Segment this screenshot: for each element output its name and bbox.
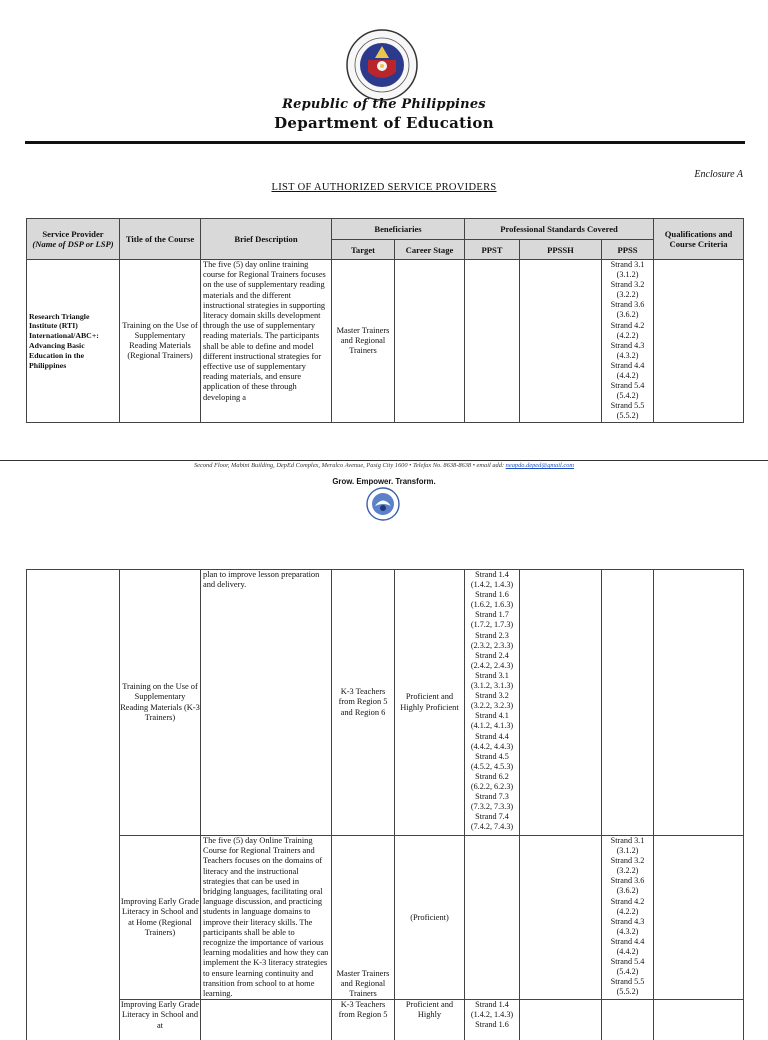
career-stage-cell: (Proficient) [395, 836, 465, 1000]
title-cell: Training on the Use of Supplementary Reading Materials (K-3 Trainers) [120, 570, 201, 836]
ppss-cell [602, 1000, 654, 1040]
footer-tagline: Grow. Empower. Transform. [332, 477, 436, 486]
header-standards: Professional Standards Covered [465, 219, 654, 240]
provider-cell: Research Triangle Institute (RTI) International/ABC+: Advancing Basic Education in the Philippines [27, 260, 120, 423]
ppst-cell [465, 260, 520, 423]
table-row [27, 570, 744, 836]
deped-seal-logo [345, 28, 419, 102]
qualifications-cell [654, 260, 744, 423]
career-stage-cell: Proficient and Highly Proficient [395, 570, 465, 836]
table-row [27, 260, 744, 423]
providers-table-page2 [26, 569, 744, 1040]
document-title: LIST OF AUTHORIZED SERVICE PROVIDERS [271, 182, 497, 193]
target-cell: Master Trainers and Regional Trainers [332, 260, 395, 423]
header-rule [25, 141, 745, 144]
header-career-stage: Career Stage [395, 240, 465, 260]
title-cell: Improving Early Grade Literacy in School and at Home (Regional Trainers) [120, 836, 201, 1000]
header-service-provider: Service Provider (Name of DSP or LSP) [27, 219, 120, 260]
republic-heading: Republic of the Philippines [282, 97, 486, 112]
description-cell: plan to improve lesson preparation and delivery. [201, 570, 332, 836]
target-cell: K-3 Teachers from Region 5 and Region 6 [332, 570, 395, 836]
description-cell: The five (5) day online training course for Regional Trainers focuses on the use of supplementary reading materials and the different instructional strategies in supporting literacy domain skills development through the use of supplementary reading materials. The participants shall be able to define and model different instructional strategies for effective use of supplementary reading materials, and ensure application of these through developing a [201, 260, 332, 423]
career-stage-cell [395, 260, 465, 423]
table-row [27, 1000, 744, 1040]
header-title: Title of the Course [120, 219, 201, 260]
header-ppst: PPST [465, 240, 520, 260]
ppst-cell: Strand 1.4 (1.4.2, 1.4.3) Strand 1.6 (1.6.2, 1.6.3) Strand 1.7 (1.7.2, 1.7.3) Strand 2.3 (2.3.2, 2.3.3) Strand 2.4 (2.4.2, 2.4.3) Strand 3.1 (3.1.2, 3.1.3) Strand 3.2 (3.2.2, 3.2.3) Strand 4.1 (4.1.2, 4.1.3) Strand 4.4 (4.4.2, 4.4.3) Strand 4.5 (4.5.2, 4.5.3) Strand 6.2 (6.2.2, 6.2.3) Strand 7.3 (7.3.2, 7.3.3) Strand 7.4 (7.4.2, 7.4.3) [465, 570, 520, 836]
ppssh-cell [520, 1000, 602, 1040]
footer-address: Second Floor, Mabini Building, DepEd Complex, Meralco Avenue, Pasig City 1600 • Telefax No. 8638-8638 • email add: neapdo.deped@gmail.com [193, 462, 575, 469]
career-stage-cell: Proficient and Highly [395, 1000, 465, 1040]
ppss-cell: Strand 3.1 (3.1.2) Strand 3.2 (3.2.2) Strand 3.6 (3.6.2) Strand 4.2 (4.2.2) Strand 4.3 (4.3.2) Strand 4.4 (4.4.2) Strand 5.4 (5.4.2) Strand 5.5 (5.5.2) [602, 260, 654, 423]
description-cell [201, 1000, 332, 1040]
enclosure-label: Enclosure A [694, 169, 743, 180]
ppssh-cell [520, 260, 602, 423]
ppst-cell: Strand 1.4 (1.4.2, 1.4.3) Strand 1.6 [465, 1000, 520, 1040]
qualifications-cell [654, 836, 744, 1000]
ppst-cell [465, 836, 520, 1000]
header-ppssh: PPSSH [520, 240, 602, 260]
department-heading: Department of Education [274, 114, 494, 132]
provider-cell [27, 570, 120, 1040]
description-cell: The five (5) day Online Training Course for Regional Trainers and Teachers focuses on the domains of literacy and the instructional strategies that can be used in bridging languages, facilitating oral language discussion, and practicing students in language domains to improve their literacy skills. The participants shall be able to recognize the importance of various learning modalities and how they can implement the K-3 literacy strategies to ensure learning continuity and transition from school to at home learning. [201, 836, 332, 1000]
ppssh-cell [520, 570, 602, 836]
target-cell: K-3 Teachers from Region 5 [332, 1000, 395, 1040]
ppss-cell: Strand 3.1 (3.1.2) Strand 3.2 (3.2.2) Strand 3.6 (3.6.2) Strand 4.2 (4.2.2) Strand 4.3 (4.3.2) Strand 4.4 (4.4.2) Strand 5.4 (5.4.2) Strand 5.5 (5.5.2) [602, 836, 654, 1000]
header-description: Brief Description [201, 219, 332, 260]
qualifications-cell [654, 1000, 744, 1040]
header-qualifications: Qualifications and Course Criteria [654, 219, 744, 260]
footer-rule [0, 460, 768, 461]
deped-matatag-logo [366, 487, 400, 521]
header-beneficiaries: Beneficiaries [332, 219, 465, 240]
header-target: Target [332, 240, 395, 260]
title-cell: Improving Early Grade Literacy in School and at [120, 1000, 201, 1040]
footer-email-link[interactable]: neapdo.deped@gmail.com [505, 462, 575, 469]
title-cell: Training on the Use of Supplementary Reading Materials (Regional Trainers) [120, 260, 201, 423]
target-cell: Master Trainers and Regional Trainers [332, 836, 395, 1000]
table-row [27, 836, 744, 1000]
ppssh-cell [520, 836, 602, 1000]
ppss-cell [602, 570, 654, 836]
qualifications-cell [654, 570, 744, 836]
header-ppss: PPSS [602, 240, 654, 260]
providers-table-page1 [26, 218, 744, 423]
